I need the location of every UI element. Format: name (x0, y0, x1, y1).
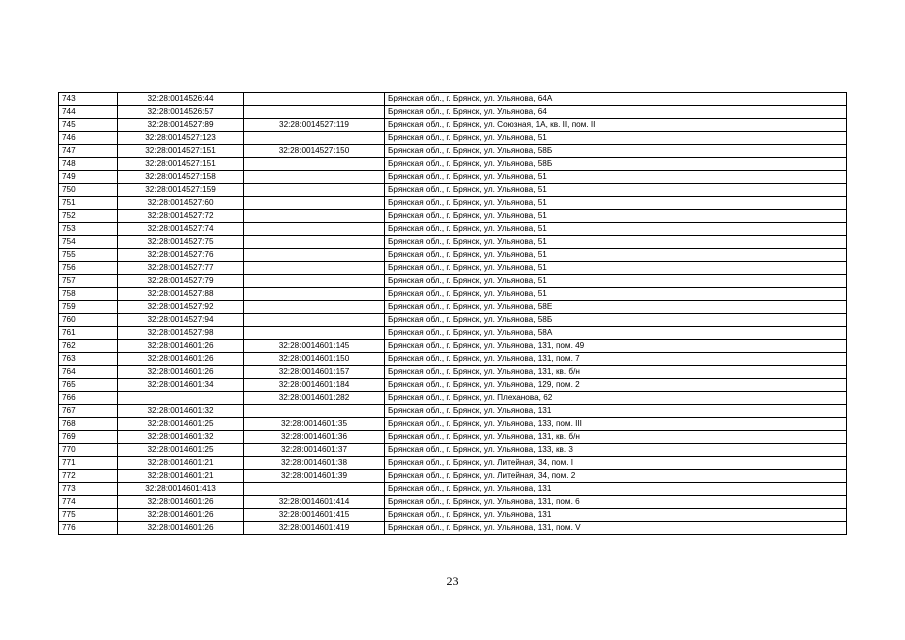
cadastral-number-cell: 32:28:0014601:26 (118, 496, 244, 509)
address-cell: Брянская обл., г. Брянск, ул. Ульянова, 51 (385, 223, 847, 236)
parent-cadastral-number-cell: 32:28:0014601:282 (244, 392, 385, 405)
table-row (59, 418, 847, 431)
parent-cadastral-number-cell: 32:28:0014527:150 (244, 145, 385, 158)
table-row (59, 236, 847, 249)
cadastral-number-cell: 32:28:0014601:26 (118, 509, 244, 522)
address-cell: Брянская обл., г. Брянск, ул. Ульянова, 51 (385, 184, 847, 197)
registry-table-body (59, 93, 847, 535)
parent-cadastral-number-cell (244, 262, 385, 275)
address-cell: Брянская обл., г. Брянск, ул. Ульянова, 129, пом. 2 (385, 379, 847, 392)
row-number-cell: 744 (59, 106, 118, 119)
parent-cadastral-number-cell: 32:28:0014601:150 (244, 353, 385, 366)
row-number-cell: 767 (59, 405, 118, 418)
address-cell: Брянская обл., г. Брянск, ул. Ульянова, 51 (385, 275, 847, 288)
row-number-cell: 770 (59, 444, 118, 457)
row-number-cell: 774 (59, 496, 118, 509)
address-cell: Брянская обл., г. Брянск, ул. Ульянова, 58Б (385, 158, 847, 171)
parent-cadastral-number-cell: 32:28:0014601:184 (244, 379, 385, 392)
parent-cadastral-number-cell: 32:28:0014601:414 (244, 496, 385, 509)
cadastral-number-cell: 32:28:0014527:60 (118, 197, 244, 210)
address-cell: Брянская обл., г. Брянск, ул. Ульянова, 64 (385, 106, 847, 119)
table-row (59, 262, 847, 275)
parent-cadastral-number-cell (244, 106, 385, 119)
table-row (59, 197, 847, 210)
address-cell: Брянская обл., г. Брянск, ул. Ульянова, 131 (385, 405, 847, 418)
table-row (59, 327, 847, 340)
cadastral-number-cell: 32:28:0014601:26 (118, 366, 244, 379)
row-number-cell: 758 (59, 288, 118, 301)
parent-cadastral-number-cell (244, 210, 385, 223)
table-row (59, 522, 847, 535)
parent-cadastral-number-cell: 32:28:0014601:38 (244, 457, 385, 470)
registry-table (58, 92, 847, 535)
parent-cadastral-number-cell (244, 275, 385, 288)
row-number-cell: 746 (59, 132, 118, 145)
address-cell: Брянская обл., г. Брянск, ул. Ульянова, 131, кв. б/н (385, 366, 847, 379)
table-row (59, 171, 847, 184)
row-number-cell: 762 (59, 340, 118, 353)
row-number-cell: 763 (59, 353, 118, 366)
row-number-cell: 754 (59, 236, 118, 249)
parent-cadastral-number-cell: 32:28:0014601:36 (244, 431, 385, 444)
parent-cadastral-number-cell (244, 132, 385, 145)
address-cell: Брянская обл., г. Брянск, ул. Ульянова, 51 (385, 288, 847, 301)
row-number-cell: 757 (59, 275, 118, 288)
parent-cadastral-number-cell (244, 327, 385, 340)
row-number-cell: 768 (59, 418, 118, 431)
cadastral-number-cell: 32:28:0014526:57 (118, 106, 244, 119)
table-row (59, 379, 847, 392)
table-row (59, 366, 847, 379)
row-number-cell: 751 (59, 197, 118, 210)
row-number-cell: 748 (59, 158, 118, 171)
cadastral-number-cell: 32:28:0014601:413 (118, 483, 244, 496)
table-row (59, 301, 847, 314)
cadastral-number-cell: 32:28:0014527:88 (118, 288, 244, 301)
cadastral-number-cell: 32:28:0014527:158 (118, 171, 244, 184)
address-cell: Брянская обл., г. Брянск, ул. Ульянова, 51 (385, 132, 847, 145)
cadastral-number-cell: 32:28:0014601:21 (118, 457, 244, 470)
row-number-cell: 743 (59, 93, 118, 106)
table-row (59, 496, 847, 509)
row-number-cell: 760 (59, 314, 118, 327)
cadastral-number-cell: 32:28:0014527:151 (118, 145, 244, 158)
table-row (59, 184, 847, 197)
row-number-cell: 769 (59, 431, 118, 444)
address-cell: Брянская обл., г. Брянск, ул. Ульянова, 51 (385, 236, 847, 249)
row-number-cell: 755 (59, 249, 118, 262)
table-row (59, 444, 847, 457)
row-number-cell: 773 (59, 483, 118, 496)
table-row (59, 340, 847, 353)
table-row (59, 509, 847, 522)
cadastral-number-cell: 32:28:0014527:159 (118, 184, 244, 197)
row-number-cell: 775 (59, 509, 118, 522)
cadastral-number-cell: 32:28:0014527:77 (118, 262, 244, 275)
parent-cadastral-number-cell: 32:28:0014601:35 (244, 418, 385, 431)
parent-cadastral-number-cell (244, 236, 385, 249)
table-row (59, 483, 847, 496)
row-number-cell: 771 (59, 457, 118, 470)
cadastral-number-cell: 32:28:0014601:32 (118, 431, 244, 444)
parent-cadastral-number-cell: 32:28:0014601:157 (244, 366, 385, 379)
row-number-cell: 772 (59, 470, 118, 483)
table-row (59, 314, 847, 327)
address-cell: Брянская обл., г. Брянск, ул. Литейная, 34, пом. I (385, 457, 847, 470)
row-number-cell: 764 (59, 366, 118, 379)
address-cell: Брянская обл., г. Брянск, ул. Ульянова, 58А (385, 327, 847, 340)
parent-cadastral-number-cell: 32:28:0014601:37 (244, 444, 385, 457)
cadastral-number-cell: 32:28:0014527:123 (118, 132, 244, 145)
address-cell: Брянская обл., г. Брянск, ул. Ульянова, 131 (385, 509, 847, 522)
row-number-cell: 747 (59, 145, 118, 158)
cadastral-number-cell: 32:28:0014601:21 (118, 470, 244, 483)
parent-cadastral-number-cell (244, 301, 385, 314)
parent-cadastral-number-cell (244, 184, 385, 197)
table-row (59, 119, 847, 132)
table-row (59, 223, 847, 236)
table-row (59, 132, 847, 145)
cadastral-number-cell: 32:28:0014601:25 (118, 444, 244, 457)
parent-cadastral-number-cell (244, 405, 385, 418)
cadastral-number-cell: 32:28:0014601:26 (118, 353, 244, 366)
address-cell: Брянская обл., г. Брянск, ул. Ульянова, 58Б (385, 145, 847, 158)
table-row (59, 431, 847, 444)
cadastral-number-cell: 32:28:0014527:75 (118, 236, 244, 249)
row-number-cell: 776 (59, 522, 118, 535)
address-cell: Брянская обл., г. Брянск, ул. Ульянова, 131, пом. V (385, 522, 847, 535)
parent-cadastral-number-cell (244, 171, 385, 184)
table-row (59, 405, 847, 418)
table-row (59, 106, 847, 119)
cadastral-number-cell (118, 392, 244, 405)
cadastral-number-cell: 32:28:0014527:72 (118, 210, 244, 223)
address-cell: Брянская обл., г. Брянск, ул. Ульянова, 131, пом. 49 (385, 340, 847, 353)
cadastral-number-cell: 32:28:0014527:151 (118, 158, 244, 171)
parent-cadastral-number-cell: 32:28:0014601:415 (244, 509, 385, 522)
address-cell: Брянская обл., г. Брянск, ул. Ульянова, 51 (385, 249, 847, 262)
parent-cadastral-number-cell (244, 158, 385, 171)
parent-cadastral-number-cell: 32:28:0014601:419 (244, 522, 385, 535)
row-number-cell: 756 (59, 262, 118, 275)
parent-cadastral-number-cell: 32:28:0014601:145 (244, 340, 385, 353)
page-number: 23 (446, 574, 459, 588)
address-cell: Брянская обл., г. Брянск, ул. Ульянова, 131, пом. 6 (385, 496, 847, 509)
address-cell: Брянская обл., г. Брянск, ул. Ульянова, 58Е (385, 301, 847, 314)
address-cell: Брянская обл., г. Брянск, ул. Ульянова, 133, кв. 3 (385, 444, 847, 457)
parent-cadastral-number-cell (244, 249, 385, 262)
address-cell: Брянская обл., г. Брянск, ул. Ульянова, 51 (385, 262, 847, 275)
parent-cadastral-number-cell (244, 288, 385, 301)
address-cell: Брянская обл., г. Брянск, ул. Ульянова, 131, кв. б/н (385, 431, 847, 444)
address-cell: Брянская обл., г. Брянск, ул. Ульянова, 64А (385, 93, 847, 106)
row-number-cell: 759 (59, 301, 118, 314)
parent-cadastral-number-cell (244, 483, 385, 496)
cadastral-number-cell: 32:28:0014527:98 (118, 327, 244, 340)
cadastral-number-cell: 32:28:0014601:32 (118, 405, 244, 418)
cadastral-number-cell: 32:28:0014601:26 (118, 522, 244, 535)
row-number-cell: 745 (59, 119, 118, 132)
table-row (59, 353, 847, 366)
table-row (59, 470, 847, 483)
parent-cadastral-number-cell (244, 197, 385, 210)
cadastral-number-cell: 32:28:0014527:74 (118, 223, 244, 236)
row-number-cell: 765 (59, 379, 118, 392)
parent-cadastral-number-cell (244, 93, 385, 106)
cadastral-number-cell: 32:28:0014526:44 (118, 93, 244, 106)
parent-cadastral-number-cell (244, 223, 385, 236)
table-row (59, 275, 847, 288)
address-cell: Брянская обл., г. Брянск, ул. Литейная, 34, пом. 2 (385, 470, 847, 483)
cadastral-number-cell: 32:28:0014527:76 (118, 249, 244, 262)
table-row (59, 145, 847, 158)
cadastral-number-cell: 32:28:0014527:92 (118, 301, 244, 314)
row-number-cell: 761 (59, 327, 118, 340)
cadastral-number-cell: 32:28:0014527:79 (118, 275, 244, 288)
cadastral-number-cell: 32:28:0014527:89 (118, 119, 244, 132)
address-cell: Брянская обл., г. Брянск, ул. Ульянова, 133, пом. III (385, 418, 847, 431)
row-number-cell: 752 (59, 210, 118, 223)
parent-cadastral-number-cell (244, 314, 385, 327)
address-cell: Брянская обл., г. Брянск, ул. Ульянова, 51 (385, 210, 847, 223)
row-number-cell: 750 (59, 184, 118, 197)
table-row (59, 457, 847, 470)
table-row (59, 392, 847, 405)
table-row (59, 210, 847, 223)
parent-cadastral-number-cell: 32:28:0014601:39 (244, 470, 385, 483)
table-row (59, 93, 847, 106)
address-cell: Брянская обл., г. Брянск, ул. Плеханова, 62 (385, 392, 847, 405)
address-cell: Брянская обл., г. Брянск, ул. Союзная, 1А, кв. II, пом. II (385, 119, 847, 132)
cadastral-number-cell: 32:28:0014527:94 (118, 314, 244, 327)
address-cell: Брянская обл., г. Брянск, ул. Ульянова, 51 (385, 197, 847, 210)
table-row (59, 288, 847, 301)
parent-cadastral-number-cell: 32:28:0014527:119 (244, 119, 385, 132)
table-row (59, 249, 847, 262)
row-number-cell: 766 (59, 392, 118, 405)
address-cell: Брянская обл., г. Брянск, ул. Ульянова, 58Б (385, 314, 847, 327)
row-number-cell: 749 (59, 171, 118, 184)
address-cell: Брянская обл., г. Брянск, ул. Ульянова, 131, пом. 7 (385, 353, 847, 366)
address-cell: Брянская обл., г. Брянск, ул. Ульянова, 51 (385, 171, 847, 184)
cadastral-number-cell: 32:28:0014601:26 (118, 340, 244, 353)
table-row (59, 158, 847, 171)
cadastral-number-cell: 32:28:0014601:25 (118, 418, 244, 431)
address-cell: Брянская обл., г. Брянск, ул. Ульянова, 131 (385, 483, 847, 496)
row-number-cell: 753 (59, 223, 118, 236)
cadastral-number-cell: 32:28:0014601:34 (118, 379, 244, 392)
